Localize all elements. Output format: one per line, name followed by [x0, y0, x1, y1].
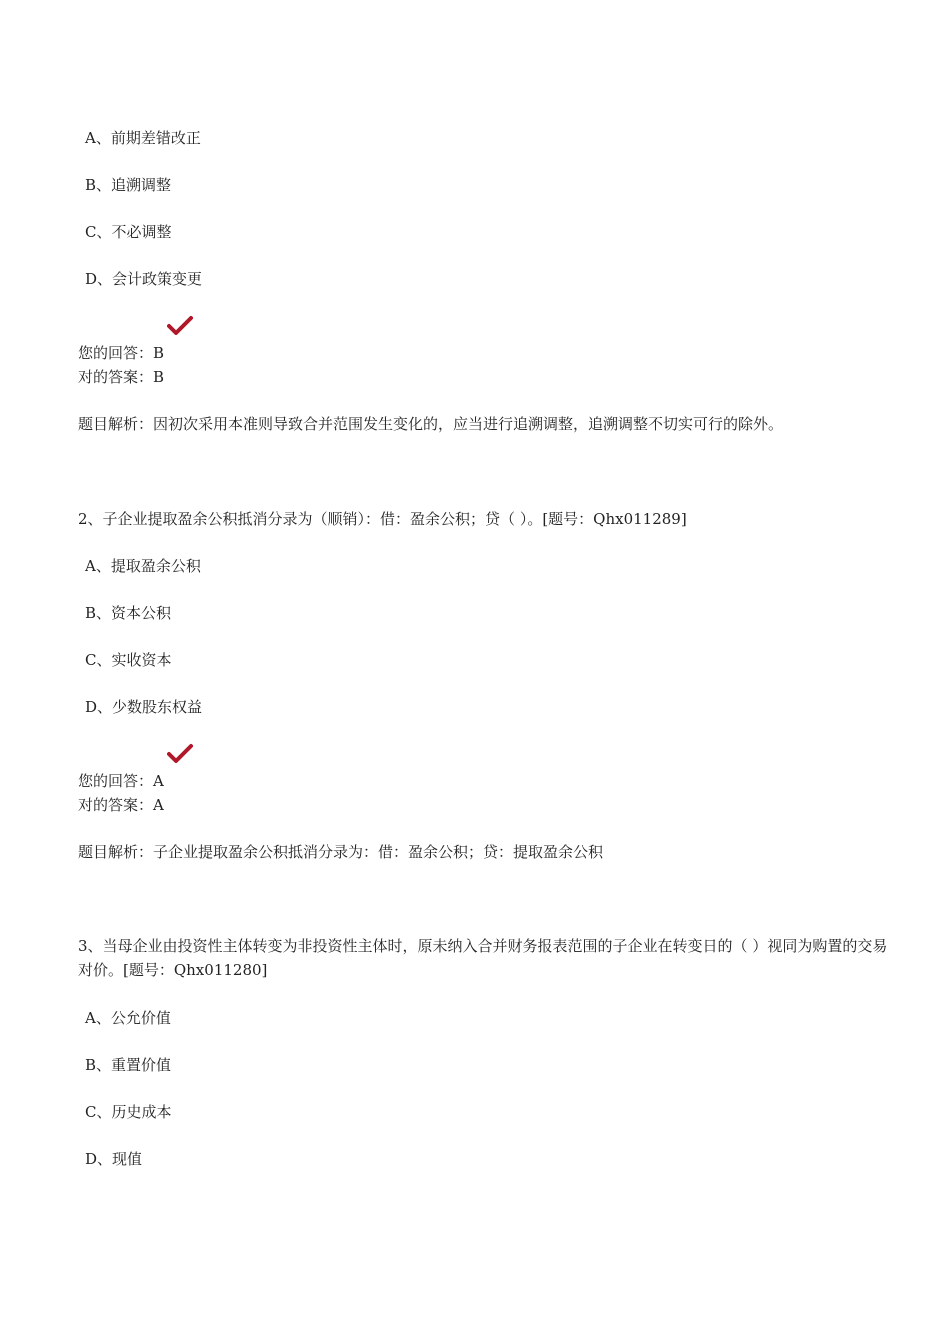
- q2-your-answer: 您的回答：A: [78, 772, 164, 790]
- q1-option-b[interactable]: B、追溯调整: [85, 176, 172, 194]
- q3-option-c[interactable]: C、历史成本: [85, 1103, 172, 1121]
- q3-option-a[interactable]: A、公允价值: [85, 1009, 171, 1027]
- q1-analysis: 题目解析：因初次采用本准则导致合并范围发生变化的，应当进行追溯调整，追溯调整不切实可行的除外。: [78, 415, 784, 433]
- q1-your-answer: 您的回答：B: [78, 344, 165, 362]
- q2-option-b[interactable]: B、资本公积: [85, 604, 172, 622]
- q2-correct-answer: 对的答案：A: [78, 796, 164, 814]
- q3-question: 3、当母企业由投资性主体转变为非投资性主体时，原未纳入合并财务报表范围的子企业在转变日的（ ）视同为购置的交易对价。[题号：Qhx011280]: [78, 937, 888, 979]
- q1-option-d[interactable]: D、会计政策变更: [85, 270, 203, 288]
- q2-option-a[interactable]: A、提取盈余公积: [85, 557, 201, 575]
- checkmark-icon: [167, 315, 193, 337]
- checkmark-icon: [167, 743, 193, 765]
- q3-option-b[interactable]: B、重置价值: [85, 1056, 172, 1074]
- q1-correct-answer: 对的答案：B: [78, 368, 165, 386]
- q2-question: 2、子企业提取盈余公积抵消分录为（顺销）：借：盈余公积；贷（ ）。[题号：Qhx011289]: [78, 510, 687, 528]
- q2-option-c[interactable]: C、实收资本: [85, 651, 172, 669]
- q2-analysis: 题目解析：子企业提取盈余公积抵消分录为：借：盈余公积；贷：提取盈余公积: [78, 843, 604, 861]
- q2-option-d[interactable]: D、少数股东权益: [85, 698, 203, 716]
- q1-option-c[interactable]: C、不必调整: [85, 223, 172, 241]
- q1-option-a[interactable]: A、前期差错改正: [85, 129, 201, 147]
- q3-option-d[interactable]: D、现值: [85, 1150, 143, 1168]
